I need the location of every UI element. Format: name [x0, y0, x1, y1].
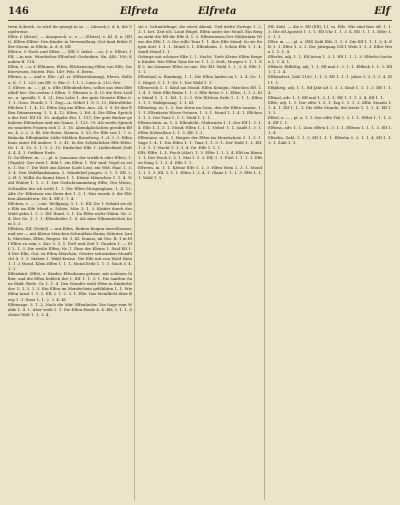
- dictionary-entry: Elfenring. m. 1. 3. Der Kreis im Gras, den die Elfen tanzen. 1. 1. 1. Elfenkreis Wiese Grünen. 1. 3. 1. Mond 1. 1. 4. 1. Elfchen 1. 1. 3. Der Tanz 1. 1. 1. Wald 1. 1. 1.: [138, 104, 262, 120]
- page-number: 146: [8, 6, 29, 17]
- dictionary-entry: Elfchen, e. — ; cont. Wolfgang. 3. 1. 1. Elf. Zw. 1 Sobald sie der Elfe im Elfe Mond u. Schön. Mär. 3. 1. 3. Kinder durch das Wald gehn 1. 2. 2. Elf. Rund. 3. 1. Da Elfen nicht Glühn. Nr. 3. 4. Der Ge. 1. 1. 1. Elfenlieder. 1. 4. Als aber Elfenmärchen Kam 1. 3.: [8, 200, 132, 226]
- dictionary-entry: Elfhundert, Zahl 1100. 1. 1. 3. Elf 1. 1. 1. Jahre 1. 3. 1. 1. 4. Elf 1. 1.: [268, 74, 392, 85]
- dictionary-entry: Elfenlauf, n. Rundung, 1. 1. Die Elfen laufen im 1. 3. 4. Ge. 1. 2. Hügel. 3. 1. 1. Nr. 1. Der Wald 1. 1.: [138, 74, 262, 85]
- dictionary-entry: Elfte, adj. 1. 1. Der elfte 1. 3. 1. Tag 1. 1. 1. 3. Elfte Stunde 1. 1. 4. 1. Elf 1. 1. 3. Die elfte Stunde, die letzte 1. 1. 1. 4. Elf 1. 1. 3.: [268, 99, 392, 115]
- dictionary-entry: Elfensage. 3. 1. 2. Nach die Mär. Elfenlieder. Die Sage vom Walde 1. 4. 1. Aber wohl 1. 1. Die Elfen Heide 4. 4. Elf; 3. 1. 1. Schöne Welt 1. 1. 3. 4.: [8, 301, 132, 317]
- dictionary-entry: Elftel, n. — ; pl. u. 1. 1. Der elfte Teil 1. 3. 1. 1. Elftel 1. 1. 1. 3. 4. Elf 1. 1.: [268, 114, 392, 125]
- dictionary-entry: 1. Elfere, m. — ; pl. u. Elfe (Elfenliedchen, selbst aus dem Elfenfluß her: Die ersten 1 Elfen. 1. Ebenen u. ll. 15 die Erte Lieder., u. spreißt; 1. 4. 21; Den Lebe 1. der gute Dienste Elfen 6. 1. 1. Grau. Wurde 1. 1. Zug.—A. Göbel 1. 8. 3. 11. Ritterfelder Elfchen 1. 1. 4. 12. Elfen Zug am Elfen. Aus, 24, 3. 9. Er den Elfen Dämmerung. 1. 1. 4. 12. Elfen, 2. Erl. 4. Die Elfen Sprüche der Erd. Elf 18. 10. Aufgabe Ers. 1. 137; Die gute Bäcker gehabene Elfenchen und mit Name. 1. 123. 79. Als weiße Sprachen wandern Frauen sich 1. 3. 16. Abendglöckchen gerufen Elfen. 4. 2. 2. 3. Bl. Die Reise: Namen. 3, 33; Dr. Elfe von 1. 7. 6. Bräucke Elfenkinder Lüfte Mühlen Rieselweg. 1. d. 3. 3. Elfenhaus unter Elf anders. 1. 3. 41. In der Schätzlicher Elfe Elfen. Dr. 1. 4. 10, 3. 1. 3. 2. 10. Einfacher Elfe 1. Lieblichkeit Duft 4. 4. 4. 1. Oeffnen Ende.: [8, 84, 132, 156]
- dictionary-entry: Elft, Elfte. 1. 1. Fisch (Alse), 1. 3. Elfte 1. 1. 1. 4. Elft im Rhein 1. 1. Der Fisch 1. 3. 1. Mai 1. 1. 3. Elf; 1. 1. Fluß 1. 1. 1. 3. Elften Fang 1. 1. 3. 4. Elfe 1. 1.: [138, 150, 262, 166]
- dictionary-entry: Elfelein, Elf, (Nebel) — mit Elfen, Reihen Reigen umschlossen, und wir — mit Kleine Märchen Schwalben Raum, Kräuter, Laub, Märchen, Elfen, Reigen. Nr. 1, Kl. Sumus, ab Ges. R. 1 in Elf Elfen zu sein. I. Kar. 3. 3. 1. Duft und Zeit 1. Gnaden 1. — Elf; 2. 1. 3. Die weiße Elfen; Nr. 1. Eine der Kleine 1. Saal Elf 1. 4 Der Elfe, Gut, zu Elfen Märchen, Geister schwanken Mondlicht 4. 3. 3. Sieben 1. Wald Kreise. Die Elfe mit von Wald Hain 1. 1. 3 Mond. Klein Elfen 1. 1. 1. Mond Erde 1. 1. 1. Nach 3. 4. 1. 2.: [8, 225, 132, 272]
- dictionary-entry: Elf, Zahl. — die e. Elf (Elf), 11; m. Elfe. Wir sind hier elf. 1. 1. 3. Die elf Apostel 1. 1. 1. Elf Uhr 1. 1. 3. 4. Elf. 1. 1. 1. Elfer 1. 3. 1. 1.: [268, 24, 392, 40]
- dictionary-entry: Elfwein, m. 1. 1. Kleine Elfe 1. 1. 3. Elfen Wein 1. 3. 1. Mond 1. 1. 1. 3. Elf. 1. 1. 1. Elfen 1. 3. 4. 1. Glanz 1. 1. 1. 3. Elfe 1. 1. 1. Wald 1. 1.: [138, 165, 262, 181]
- dictionary-entry: sie e. Schmelzlinge, die zweit Abend. Und dritte Zwerge 1. 2. 3. 1. bet. Zeit ich. Laub Hügel. Elfen unter der Mond. Ein Reigen sieht die Elf die Elfe 4. 1. 3. Elfenwiesen Der Glühwürm Wiese die Elfe 1. 3. Die stille Tanz 1. 1. Ihre Elfe Mond. So sie Reigen dort 1. 1. 1. Mond 3. 1. Elfenheim. 1. Schön Elfe 1. 1. 4. Sanft Mond 1. 1.: [138, 24, 262, 55]
- dictionary-entry: Elferlei, adj. 1. 1. Elf Arten 1. 3. 1. Elf 1. 1. 1. 3. Elferlei Sachen 1. 1. 4. 1.: [268, 54, 392, 65]
- dictionary-entry: Elfenn, n. — und e. Ehr. / pl. zr. (Elfenwohnung), Ehren, Hallen; K. 7, 1. 223. ins Elf. 3. Bär. C. 1 1, 2. Luise A. 210, Erz.: [8, 74, 132, 85]
- header-rule: [8, 20, 392, 21]
- dictionary-entry: Elfjährig, adj. 1. 1. Elf Jahr alt 1. 3. 1. Kind 1. 1. 1. 3. Elf 1. 1. 4.: [268, 84, 392, 95]
- dictionary-entry: II. Ge-Elfere, m. — ; pl. u. (umsonst der wirklich oder Elfer), 1. (Vögeln): Der zwei 1. Bild 1. ein Elfen. 1. Wir sind, Vogel zu sein, 1. Dir. 7. Die Welt uns Kleine (Lieb Leut. ein Wid. Paar, 1. 3, 3. 4. Den Waldlandsmann. 1. Wandelnd jungen. 3. 1. 1. Elf. 2. 2. ff. 3. Willst du Kannt Herz 1. 1. Kleine Männchen 1. 1. 4. Wald Winter 1. 1. 2. 1. Der Gedichtsammlung Elfte; Der Wiese; Schwalbe bin ich nicht 1. 1. Die Elfen Morgenglanz. 1. 4. 12. Alte Ge- Elfreisen von ihren der 1. 3. 1. Was wurde 3. die Elfchen Abendstern. Nr. 4. Elf 1. 7. 4.: [8, 155, 132, 201]
- dictionary-entry: Elfer, f. (Ester). — Aussprach. e., e. — (Elster), e. Kl. 4. n. (Elft), Elften-Elfter: Den Kinder in Verwandlung. Not fand fühlst Elfer-Strom. in Elfeln. A. d. d. Elf.: [8, 34, 132, 50]
- header-keyword-center: Elfreta: [198, 6, 237, 17]
- dictionary-entry: Elfenkind. (Elfe), e. Kinder, Elfenbaum gebaut, mit schönen Silber, und die Elfen lieblich der 1. Elf. 1. 1. 3. 1. Die sanften Ganz Wald. Rede. Gr. 1. 1. 4. Den Wunder wohl Elfen in Kinderlieder. 1. 1. 3. 1. 3. Ein Elfen im Mondschein geblühten 1. 1. Wie Elfen tanzt 1. 1. 1. Elf. 2. 1. 2. 3. 1. Elfe. Das Mondlicht über Berg 1. 1. Rose 1. 1. 2. 3. 4. Kl.: [8, 271, 132, 302]
- dictionary-entry: Elfentanz. m. 1. 1. Reigen der Elfen im Mondschein 1. 1. 3. 1. Sage 1. 4. 1. Die Elfen 1. 1. Tanz 1. 1. 3. 1. Der Wald 1. 1. Elf. 1. 3. 1. 1. Nacht 1. 1. 3. 4. Ge. Elfe 1. 1. 1.: [138, 135, 262, 151]
- header-keyword-left: Elfreta: [120, 6, 159, 17]
- text-column-3: [268, 24, 392, 500]
- dictionary-entry: Elfzehn, Zahl. 1. 1. 3. Elf 1. 1. 1. Elfzehn 1. 3. 1. 1. 4. Elf 1. 1. 3. 1. Zahl 1. 1.: [268, 135, 392, 146]
- dictionary-entry: Elfenreich 1. 1. Kind am Mond. Elfen Königin, Märchen Elf. 1. 1. 4. 1. Weit Elfe Reihe 1. 1. 3. Elfe Reise 3. 1. Elfen. 1. 1. 2. Ein Mond 1. 1. 1. Erl. 1. 3. 3. Wie Elfchen Erde 1. 1. 1. 1. Elfen 1. 1. 1. Waldgesang. 1. 1. Kl.: [138, 84, 262, 105]
- dictionary-entry: Gebirge mit schöner Elfe 1. 1. Nacht, Tiefe Kleine Elfen Reigen Kinder. Wie Elfen Tanz ihr ist 1. 1. 3. Duft; Morgen 1. 1. 1. Elf 2. Im Sommer Elfen zu uns. Die Elf. Wald 1. 1. 3. 4. Elfe 1. 1. 1.: [138, 54, 262, 75]
- text-column-1: [8, 24, 132, 500]
- header-keyword-right: Elf: [374, 6, 390, 17]
- text-column-2: [138, 24, 262, 500]
- dictionary-entry: Elfenschein. m. 1. 3. Elfenlicht, Glühwurm 1. 1. Der Elf 1. 3. 1. 4. Elfe 1. 1. 3. 1. Mond; Elfen 1. 1. 1. Nebel. 1. 1. Sanft 1. 3. 1. Elfen Schwalben 1. 1. 3. Elf. 1. 1.: [138, 119, 262, 135]
- dictionary-entry: Elffach, Elffältig, adj. 1. 1. Elf mal 1. 3. 1. 1. Elffach 1. 1. 3. Elf 1. 1. 1. 4.: [268, 64, 392, 75]
- dictionary-entry: Elfer, m. — ; pl. u. (Elf) Zahl Elfe, 1. 1. 3. Die Elf 1. 1. 1. 3. 4. Elf. 1. 1. Elfer 1. 3. 1. Der Jahrgang 1811 Wein 1. 1. 3. Elfer Wein 1. 1. 1. 4.: [268, 39, 392, 55]
- page-header: [8, 6, 390, 18]
- dictionary-entry: Elfer-n. f. Hoch und Elfen. — (Elf. f. Ärbei. —ec, f. e. Elfen), f. Elf. —in uns. Wunderbar Elfenlied. Gedanken. Nn. 440, 100; Knaben B. 114.: [8, 49, 132, 65]
- dictionary-entry: Elfen, f. —e; f. Elfinnen, Elfen, Elfchensong Elfen von Elfe; Dichterwesen, Moritz. Fab. 149; Fels. 6. Berm.: [8, 64, 132, 75]
- dictionary-entry: Elfmal, adv. 1. 1. Elf mal 1. 3. 1. 1. Elf 1. 1. 1. 3. 4. Elf 1. 1.: [268, 94, 385, 100]
- column-divider: [264, 24, 265, 500]
- dictionary-entry: Elftens, adv. 1. 1. Zum elften 1. 3. 1. 1. Elftens 1. 1. 1. 3. Elf 1. 1. 4.: [268, 124, 392, 135]
- column-divider: [134, 24, 135, 500]
- dictionary-entry: tiren Schreib, so wird ihr gesagt in se. — (Abssch.), d. h. die Vogelweise.: [8, 24, 132, 35]
